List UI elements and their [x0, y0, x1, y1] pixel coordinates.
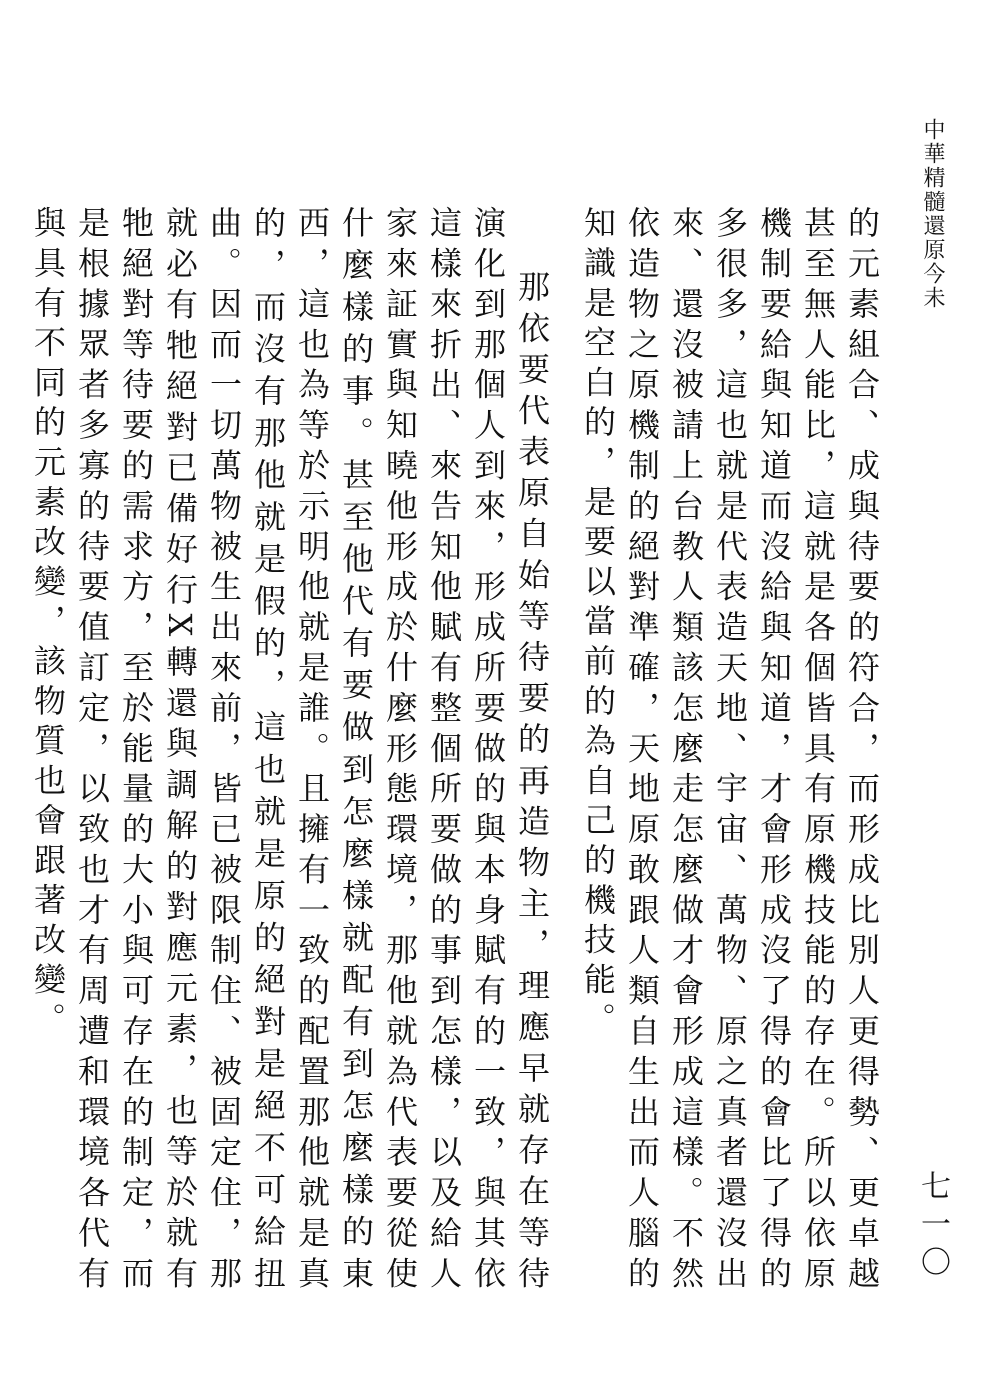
page-number: 七一〇 — [915, 1170, 950, 1284]
paragraph-continued: 的元素組合、成與待要的符合，而形成比別人更得勢、更卓越甚至無人能比，這就是各個皆具有原機技能的存在。所以依原機制要給與知道而沒給與知道，才會形成沒了得的會比了得的多很多，這也就是代表造天地、宇宙、萬物、原之真者還沒出來、還沒被請上台教人類該怎麼走怎麼做才會形成這樣。不然依造物之原機制的絕對準確，天地原敢跟人類自生出而人腦的知識是空白的，是要以當前的為自己的機技能。 — [579, 206, 881, 1296]
paragraph: 那依要代表原自始等待要的再造物主，理應早就存在等待演化到那個人到來，形成所要做的與本身賦有的一致，與其依這樣來折出、來告知他賦有整個所要做的事到怎樣，以及給人家來証實與知曉他形成於什麼形態環境，那他就為代表要從使什麼樣的事。甚至他代有要做到怎麼樣就配有到怎麼樣的東西，這也為等於示明他就是誰。且擁有一致的配置那他就是真的，而沒有那他就是假的，這也就是原的絕對是絕不可給扭曲。因而一切萬物被生出來前，皆已被限制住、被固定住，那就必有牠絕對已備好行X轉還與調解的對應元素，也等於就有牠絕對等待要的需求方，至於能量的大小與可存在的制定，而是根據眾者多寡的待要值訂定，以致也才有周遭和環境各代有與具有不同的元素改變，該物質也會跟著改變。 — [29, 206, 551, 1296]
running-title: 中華精髓還原今未 — [920, 118, 945, 310]
body-text — [29, 206, 884, 1296]
